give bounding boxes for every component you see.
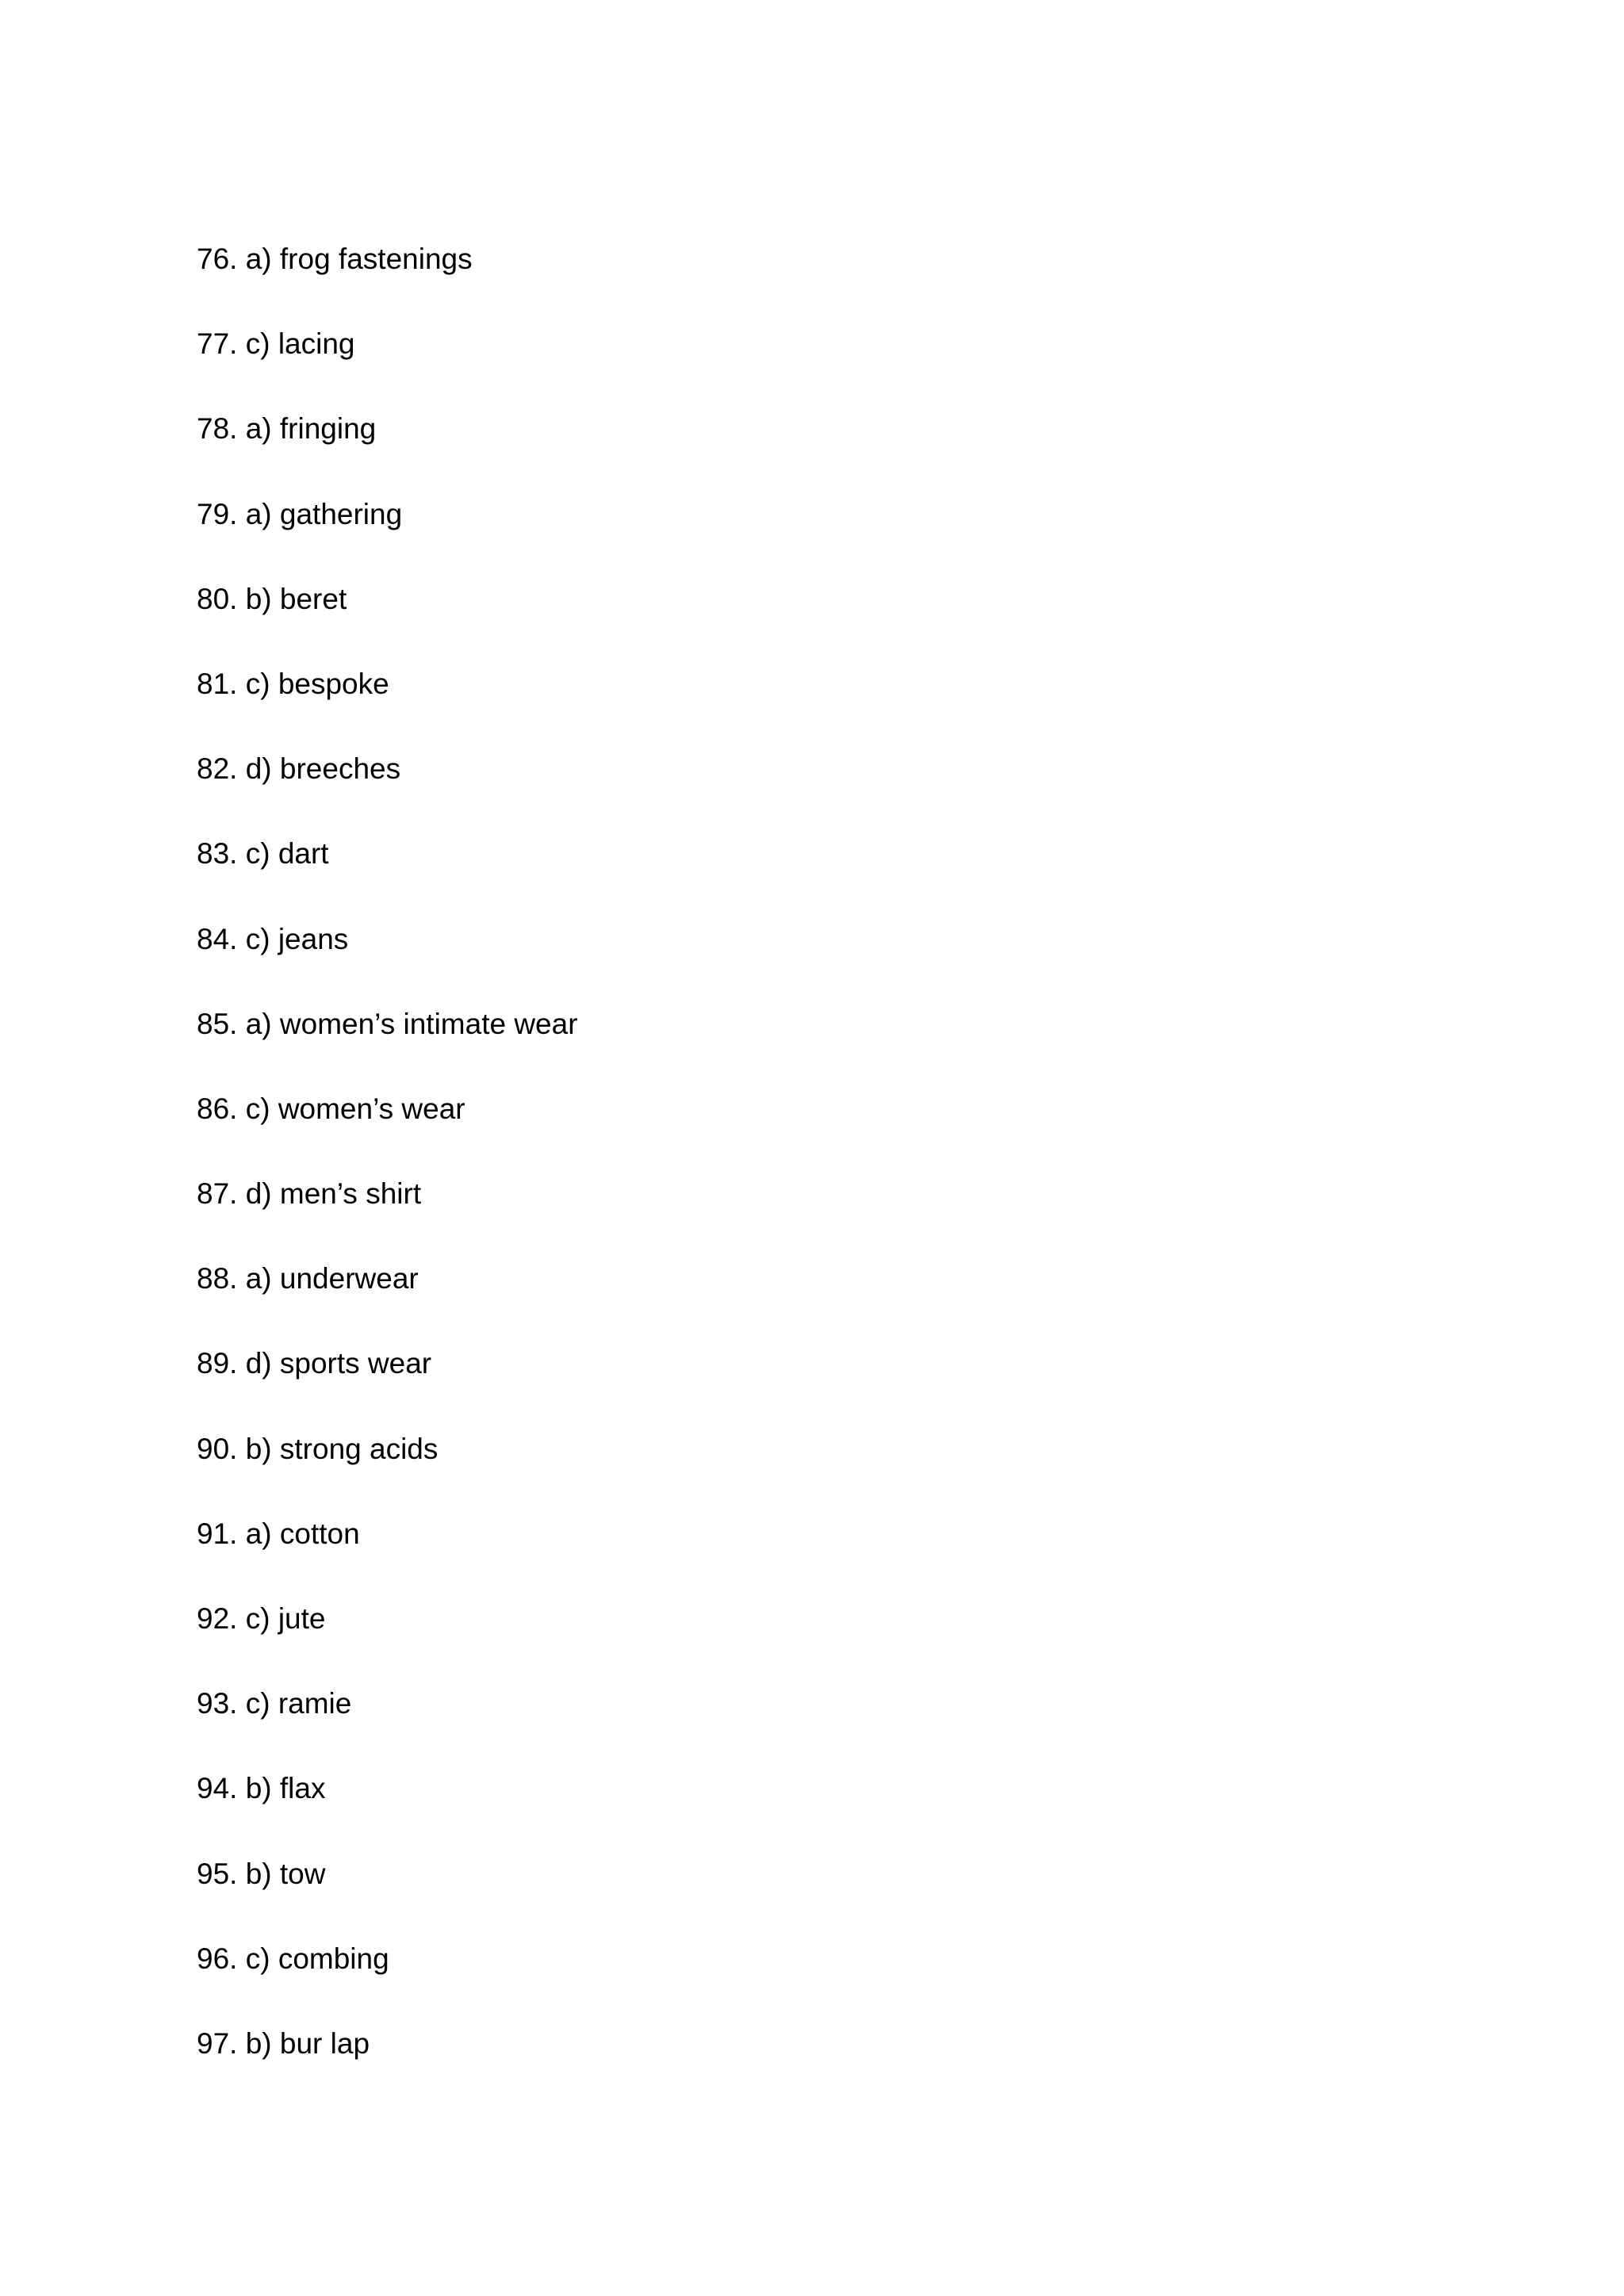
- answer-item: 84. c) jeans: [197, 922, 349, 955]
- answer-item: 76. a) frog fastenings: [197, 243, 473, 275]
- answer-item: 90. b) strong acids: [197, 1432, 439, 1465]
- answer-item: 91. a) cotton: [197, 1517, 360, 1550]
- answer-item: 80. b) beret: [197, 582, 347, 615]
- answer-item: 87. d) men’s shirt: [197, 1177, 422, 1211]
- answer-item: 89. d) sports wear: [197, 1347, 432, 1380]
- answer-key-list: [197, 233, 578, 2103]
- answer-item: 88. a) underwear: [197, 1262, 419, 1295]
- answer-item: 77. c) lacing: [197, 327, 355, 361]
- answer-item: 81. c) bespoke: [197, 667, 389, 700]
- answer-item: 97. b) bur lap: [197, 2026, 370, 2060]
- answer-item: 92. c) jute: [197, 1602, 326, 1635]
- answer-item: 95. b) tow: [197, 1857, 326, 1890]
- answer-item: 82. d) breeches: [197, 752, 401, 786]
- answer-item: 94. b) flax: [197, 1772, 326, 1805]
- answer-item: 96. c) combing: [197, 1942, 389, 1975]
- answer-item: 78. a) fringing: [197, 412, 377, 446]
- answer-item: 93. c) ramie: [197, 1687, 352, 1720]
- answer-item: 83. c) dart: [197, 837, 329, 871]
- answer-item: 85. a) women’s intimate wear: [197, 1007, 578, 1040]
- answer-item: 79. a) gathering: [197, 497, 403, 530]
- answer-item: 86. c) women’s wear: [197, 1092, 465, 1125]
